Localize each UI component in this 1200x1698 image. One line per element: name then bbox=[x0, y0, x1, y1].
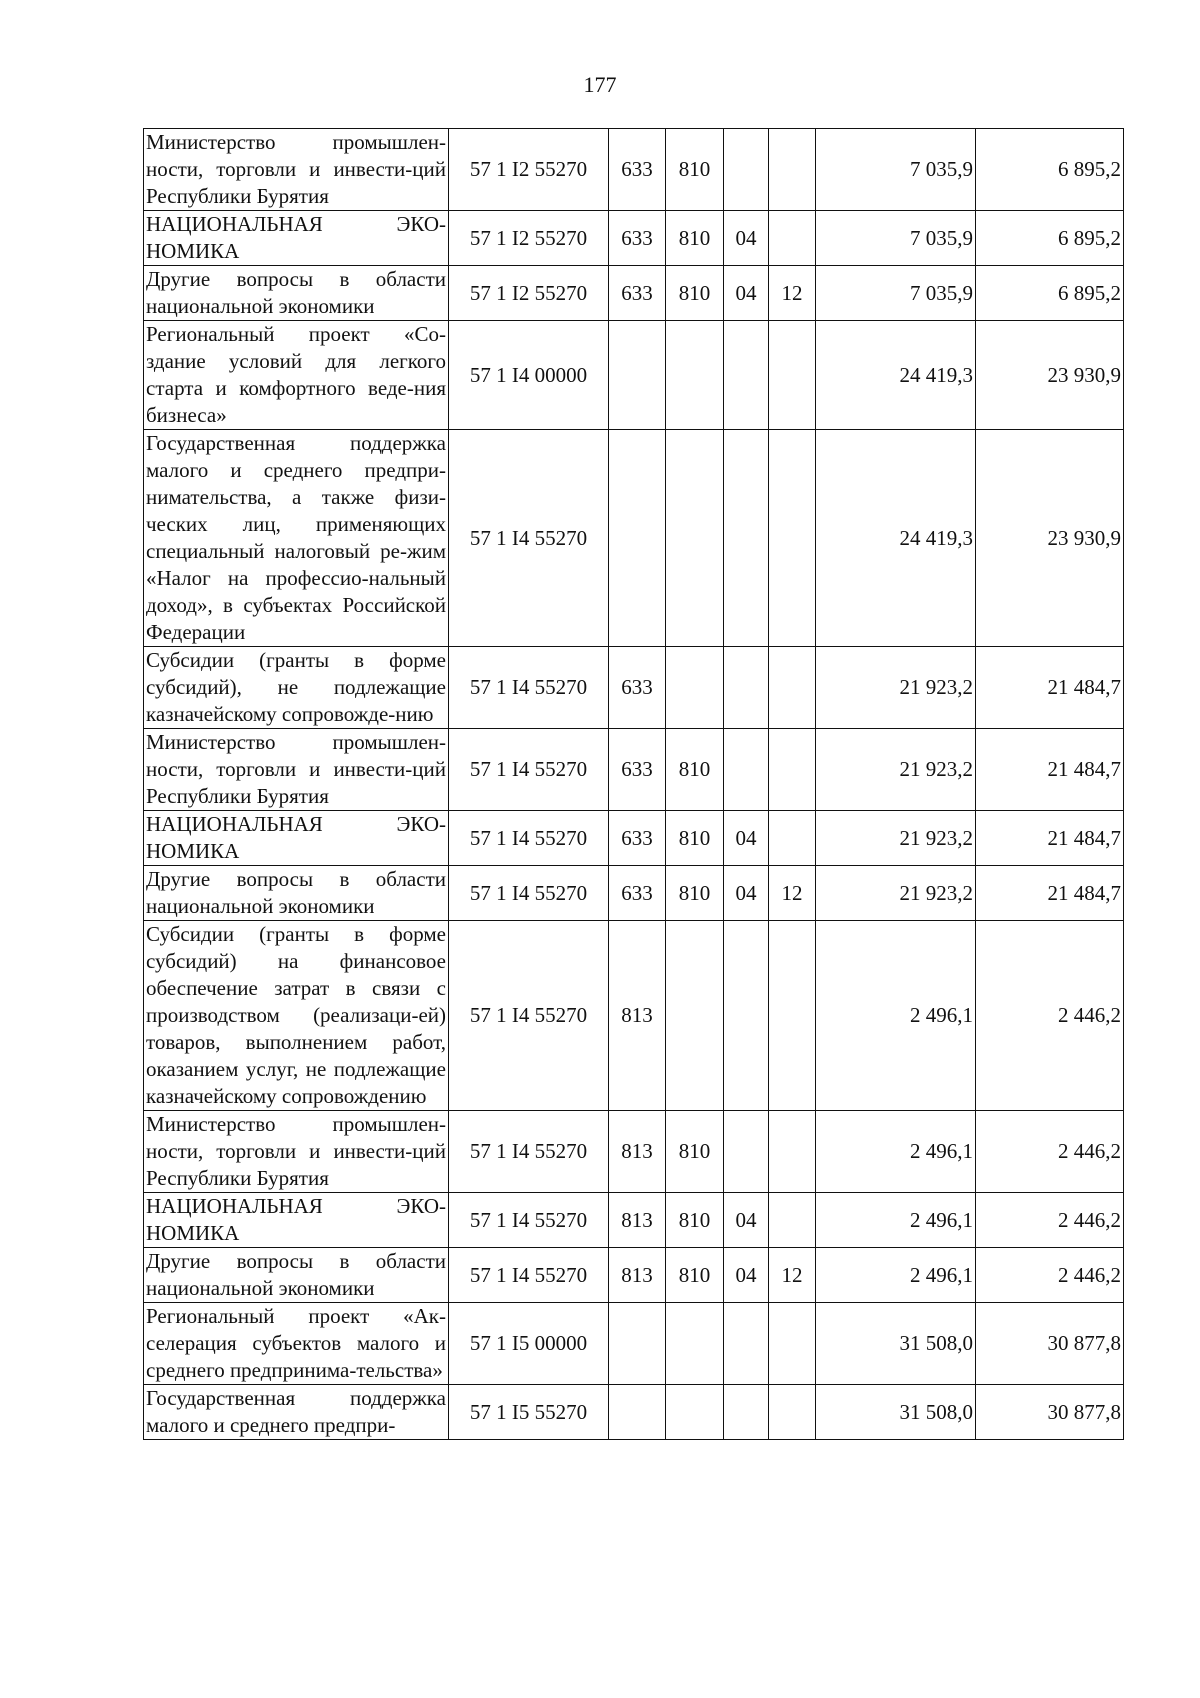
subsection-code-cell bbox=[769, 211, 816, 266]
table-row bbox=[144, 1385, 1124, 1440]
table-row bbox=[144, 1111, 1124, 1193]
amount-year1-cell: 2 496,1 bbox=[816, 1193, 976, 1248]
amount-year1-cell: 31 508,0 bbox=[816, 1303, 976, 1385]
amount-year2-cell: 2 446,2 bbox=[976, 1111, 1124, 1193]
amount-year1-cell: 31 508,0 bbox=[816, 1385, 976, 1440]
expense-type-cell: 633 bbox=[609, 729, 666, 811]
expense-type-cell bbox=[609, 1385, 666, 1440]
row-name-cell: Министерство промышлен-ности, торговли и инвести-ций Республики Бурятия bbox=[144, 729, 449, 811]
table-row bbox=[144, 211, 1124, 266]
table-row bbox=[144, 921, 1124, 1111]
ministry-code-cell: 810 bbox=[666, 1248, 724, 1303]
amount-year1-cell: 21 923,2 bbox=[816, 729, 976, 811]
ministry-code-cell: 810 bbox=[666, 866, 724, 921]
amount-year1-cell: 24 419,3 bbox=[816, 321, 976, 430]
amount-year1-cell: 7 035,9 bbox=[816, 211, 976, 266]
amount-year1-cell: 21 923,2 bbox=[816, 866, 976, 921]
amount-year1-cell: 7 035,9 bbox=[816, 266, 976, 321]
expense-type-cell bbox=[609, 321, 666, 430]
section-code-cell bbox=[724, 647, 769, 729]
table-row bbox=[144, 430, 1124, 647]
section-code-cell bbox=[724, 129, 769, 211]
amount-year2-cell: 23 930,9 bbox=[976, 430, 1124, 647]
section-code-cell: 04 bbox=[724, 266, 769, 321]
table-body bbox=[144, 129, 1124, 1440]
row-name-cell: Региональный проект «Ак-селерация субъектов малого и среднего предпринима-тельства» bbox=[144, 1303, 449, 1385]
amount-year2-cell: 21 484,7 bbox=[976, 866, 1124, 921]
ministry-code-cell bbox=[666, 321, 724, 430]
expense-type-cell: 633 bbox=[609, 129, 666, 211]
table-row bbox=[144, 1193, 1124, 1248]
section-code-cell: 04 bbox=[724, 1248, 769, 1303]
expense-type-cell: 633 bbox=[609, 266, 666, 321]
table-row bbox=[144, 729, 1124, 811]
expense-type-cell: 813 bbox=[609, 1248, 666, 1303]
expense-type-cell: 633 bbox=[609, 866, 666, 921]
ministry-code-cell bbox=[666, 921, 724, 1111]
table-row bbox=[144, 129, 1124, 211]
section-code-cell bbox=[724, 321, 769, 430]
target-article-code-cell: 57 1 I4 55270 bbox=[449, 1193, 609, 1248]
row-name-cell: НАЦИОНАЛЬНАЯ ЭКО-НОМИКА bbox=[144, 811, 449, 866]
amount-year2-cell: 6 895,2 bbox=[976, 266, 1124, 321]
target-article-code-cell: 57 1 I4 55270 bbox=[449, 729, 609, 811]
row-name-cell: Государственная поддержка малого и среднего предпри-нимательства, а также физи-ческих лиц, применяющих специальный налоговый ре-жим «Налог на профессио-нальный доход», в субъектах Российской Федерации bbox=[144, 430, 449, 647]
ministry-code-cell bbox=[666, 1385, 724, 1440]
subsection-code-cell bbox=[769, 921, 816, 1111]
target-article-code-cell: 57 1 I4 00000 bbox=[449, 321, 609, 430]
ministry-code-cell bbox=[666, 647, 724, 729]
subsection-code-cell: 12 bbox=[769, 266, 816, 321]
target-article-code-cell: 57 1 I2 55270 bbox=[449, 211, 609, 266]
row-name-cell: Субсидии (гранты в форме субсидий) на финансовое обеспечение затрат в связи с производством (реализаци-ей) товаров, выполнением работ, оказанием услуг, не подлежащие казначейскому сопровождению bbox=[144, 921, 449, 1111]
ministry-code-cell: 810 bbox=[666, 1193, 724, 1248]
subsection-code-cell bbox=[769, 321, 816, 430]
subsection-code-cell bbox=[769, 129, 816, 211]
section-code-cell bbox=[724, 1111, 769, 1193]
amount-year1-cell: 2 496,1 bbox=[816, 1111, 976, 1193]
target-article-code-cell: 57 1 I5 00000 bbox=[449, 1303, 609, 1385]
row-name-cell: Субсидии (гранты в форме субсидий), не подлежащие казначейскому сопровожде-нию bbox=[144, 647, 449, 729]
section-code-cell bbox=[724, 430, 769, 647]
ministry-code-cell: 810 bbox=[666, 811, 724, 866]
subsection-code-cell bbox=[769, 647, 816, 729]
amount-year1-cell: 7 035,9 bbox=[816, 129, 976, 211]
section-code-cell bbox=[724, 1385, 769, 1440]
table-row bbox=[144, 866, 1124, 921]
section-code-cell: 04 bbox=[724, 211, 769, 266]
amount-year2-cell: 2 446,2 bbox=[976, 1248, 1124, 1303]
ministry-code-cell bbox=[666, 1303, 724, 1385]
row-name-cell: НАЦИОНАЛЬНАЯ ЭКО-НОМИКА bbox=[144, 211, 449, 266]
target-article-code-cell: 57 1 I4 55270 bbox=[449, 1248, 609, 1303]
ministry-code-cell: 810 bbox=[666, 729, 724, 811]
table-row bbox=[144, 321, 1124, 430]
subsection-code-cell bbox=[769, 1385, 816, 1440]
amount-year2-cell: 2 446,2 bbox=[976, 921, 1124, 1111]
amount-year1-cell: 21 923,2 bbox=[816, 647, 976, 729]
table-row bbox=[144, 266, 1124, 321]
expense-type-cell: 633 bbox=[609, 647, 666, 729]
expense-type-cell: 633 bbox=[609, 811, 666, 866]
subsection-code-cell bbox=[769, 1193, 816, 1248]
subsection-code-cell bbox=[769, 811, 816, 866]
target-article-code-cell: 57 1 I4 55270 bbox=[449, 430, 609, 647]
amount-year2-cell: 30 877,8 bbox=[976, 1303, 1124, 1385]
section-code-cell bbox=[724, 921, 769, 1111]
expense-type-cell bbox=[609, 430, 666, 647]
amount-year2-cell: 2 446,2 bbox=[976, 1193, 1124, 1248]
expense-type-cell bbox=[609, 1303, 666, 1385]
subsection-code-cell: 12 bbox=[769, 866, 816, 921]
amount-year2-cell: 23 930,9 bbox=[976, 321, 1124, 430]
table-row bbox=[144, 811, 1124, 866]
amount-year2-cell: 6 895,2 bbox=[976, 129, 1124, 211]
row-name-cell: НАЦИОНАЛЬНАЯ ЭКО-НОМИКА bbox=[144, 1193, 449, 1248]
subsection-code-cell: 12 bbox=[769, 1248, 816, 1303]
row-name-cell: Другие вопросы в области национальной экономики bbox=[144, 1248, 449, 1303]
amount-year2-cell: 6 895,2 bbox=[976, 211, 1124, 266]
section-code-cell: 04 bbox=[724, 866, 769, 921]
target-article-code-cell: 57 1 I2 55270 bbox=[449, 129, 609, 211]
table-row bbox=[144, 1303, 1124, 1385]
expense-type-cell: 813 bbox=[609, 1111, 666, 1193]
ministry-code-cell: 810 bbox=[666, 266, 724, 321]
section-code-cell: 04 bbox=[724, 811, 769, 866]
expense-type-cell: 633 bbox=[609, 211, 666, 266]
ministry-code-cell: 810 bbox=[666, 1111, 724, 1193]
ministry-code-cell: 810 bbox=[666, 129, 724, 211]
subsection-code-cell bbox=[769, 1303, 816, 1385]
table-row bbox=[144, 647, 1124, 729]
expense-type-cell: 813 bbox=[609, 1193, 666, 1248]
amount-year1-cell: 2 496,1 bbox=[816, 921, 976, 1111]
target-article-code-cell: 57 1 I4 55270 bbox=[449, 921, 609, 1111]
amount-year2-cell: 30 877,8 bbox=[976, 1385, 1124, 1440]
row-name-cell: Другие вопросы в области национальной экономики bbox=[144, 866, 449, 921]
amount-year2-cell: 21 484,7 bbox=[976, 647, 1124, 729]
budget-table bbox=[143, 128, 1124, 1440]
target-article-code-cell: 57 1 I4 55270 bbox=[449, 647, 609, 729]
section-code-cell: 04 bbox=[724, 1193, 769, 1248]
row-name-cell: Государственная поддержка малого и среднего предпри- bbox=[144, 1385, 449, 1440]
target-article-code-cell: 57 1 I4 55270 bbox=[449, 811, 609, 866]
amount-year1-cell: 2 496,1 bbox=[816, 1248, 976, 1303]
ministry-code-cell: 810 bbox=[666, 211, 724, 266]
amount-year1-cell: 21 923,2 bbox=[816, 811, 976, 866]
target-article-code-cell: 57 1 I4 55270 bbox=[449, 866, 609, 921]
expense-type-cell: 813 bbox=[609, 921, 666, 1111]
subsection-code-cell bbox=[769, 729, 816, 811]
row-name-cell: Министерство промышлен-ности, торговли и инвести-ций Республики Бурятия bbox=[144, 129, 449, 211]
subsection-code-cell bbox=[769, 430, 816, 647]
target-article-code-cell: 57 1 I5 55270 bbox=[449, 1385, 609, 1440]
amount-year1-cell: 24 419,3 bbox=[816, 430, 976, 647]
row-name-cell: Региональный проект «Со-здание условий для легкого старта и комфортного веде-ния бизнеса» bbox=[144, 321, 449, 430]
target-article-code-cell: 57 1 I4 55270 bbox=[449, 1111, 609, 1193]
section-code-cell bbox=[724, 1303, 769, 1385]
row-name-cell: Другие вопросы в области национальной экономики bbox=[144, 266, 449, 321]
subsection-code-cell bbox=[769, 1111, 816, 1193]
table-row bbox=[144, 1248, 1124, 1303]
row-name-cell: Министерство промышлен-ности, торговли и инвести-ций Республики Бурятия bbox=[144, 1111, 449, 1193]
amount-year2-cell: 21 484,7 bbox=[976, 729, 1124, 811]
section-code-cell bbox=[724, 729, 769, 811]
amount-year2-cell: 21 484,7 bbox=[976, 811, 1124, 866]
target-article-code-cell: 57 1 I2 55270 bbox=[449, 266, 609, 321]
ministry-code-cell bbox=[666, 430, 724, 647]
page-number: 177 bbox=[583, 72, 617, 97]
